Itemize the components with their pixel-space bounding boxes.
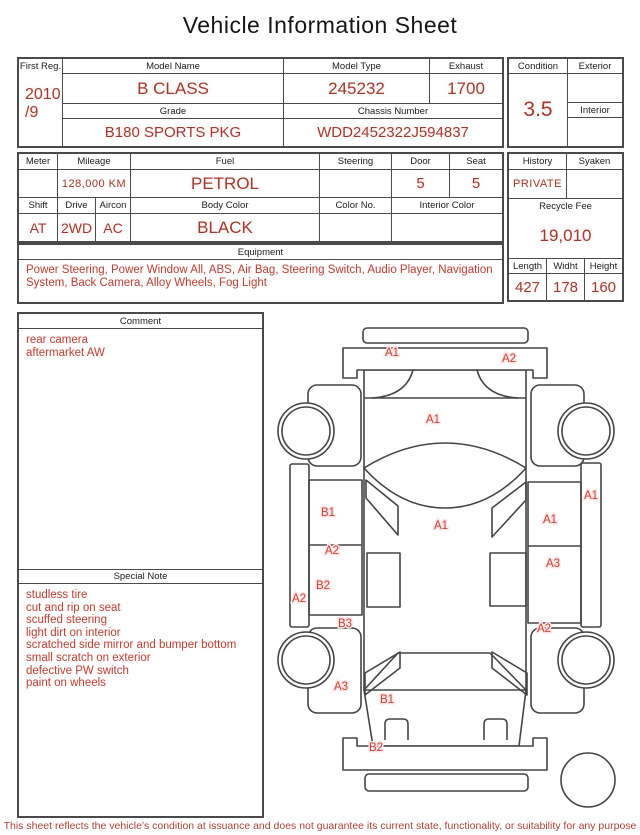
spec-table bbox=[17, 152, 504, 243]
model-type-value: 245232 bbox=[284, 74, 430, 104]
seat-value: 5 bbox=[450, 170, 502, 198]
meter-value bbox=[19, 170, 58, 198]
aircon-label: Aircon bbox=[96, 198, 131, 214]
door-value: 5 bbox=[392, 170, 450, 198]
exhaust-value: 1700 bbox=[430, 74, 502, 104]
model-name-label: Model Name bbox=[63, 59, 284, 74]
condition-value: 3.5 bbox=[509, 74, 568, 146]
comment-box bbox=[17, 312, 264, 818]
special-note-line: cut and rip on seat bbox=[26, 601, 121, 614]
model-type-label: Model Type bbox=[284, 59, 430, 74]
comment-label: Comment bbox=[19, 314, 262, 329]
special-note-line: paint on wheels bbox=[26, 677, 106, 690]
car-damage-diagram bbox=[268, 310, 640, 815]
right-sill bbox=[581, 463, 601, 627]
condition-label: Condition bbox=[509, 59, 568, 74]
equipment-box bbox=[17, 243, 504, 304]
special-note-label: Special Note bbox=[19, 569, 262, 584]
damage-label: A3 bbox=[333, 681, 349, 693]
spare-tire bbox=[561, 753, 615, 807]
shift-value: AT bbox=[19, 214, 58, 241]
special-note-line: small scratch on exterior bbox=[26, 651, 151, 664]
meter-label: Meter bbox=[19, 154, 58, 170]
interior-color-label: Interior Color bbox=[392, 198, 502, 214]
height-label: Height bbox=[585, 259, 622, 274]
syaken-value bbox=[567, 170, 622, 199]
drive-value: 2WD bbox=[58, 214, 96, 241]
model-name-value: B CLASS bbox=[63, 74, 284, 104]
special-note-line: light dirt on interior bbox=[26, 626, 121, 639]
equipment-label: Equipment bbox=[19, 245, 502, 260]
exterior-value bbox=[568, 74, 622, 103]
special-note-text bbox=[19, 584, 262, 809]
steering-value bbox=[320, 170, 392, 198]
first-reg-label: First Reg. bbox=[19, 61, 62, 72]
damage-label: A2 bbox=[291, 593, 307, 605]
condition-box bbox=[507, 57, 624, 148]
history-value: PRIVATE bbox=[509, 170, 567, 199]
exhaust-label: Exhaust bbox=[430, 59, 502, 74]
recycle-fee-label: Recycle Fee bbox=[539, 201, 592, 212]
damage-label: A1 bbox=[542, 514, 558, 526]
interior-label: Interior bbox=[568, 103, 622, 118]
seat-label: Seat bbox=[450, 154, 502, 170]
rear-bumper-strip bbox=[365, 774, 528, 791]
first-reg-cell bbox=[19, 59, 63, 146]
disclaimer-text: This sheet reflects the vehicle's condition at issuance and does not guarantee its current state, functionality, or suitability for any purpose bbox=[3, 820, 637, 832]
width-value: 178 bbox=[547, 274, 585, 300]
damage-label: A1 bbox=[583, 490, 599, 502]
damage-label: B2 bbox=[315, 580, 331, 592]
door-label: Door bbox=[392, 154, 450, 170]
vehicle-info-table bbox=[17, 57, 504, 148]
special-note-line: scuffed steering bbox=[26, 614, 107, 627]
damage-label: A1 bbox=[425, 414, 441, 426]
fuel-value: PETROL bbox=[131, 170, 320, 198]
front-bumper-strip bbox=[363, 328, 528, 343]
comment-line: rear camera bbox=[26, 334, 88, 346]
damage-label: B1 bbox=[320, 507, 336, 519]
history-box bbox=[507, 152, 624, 302]
mileage-value: 128,000 KM bbox=[58, 170, 131, 198]
damage-label: A3 bbox=[545, 558, 561, 570]
comment-line: aftermarket AW bbox=[26, 346, 105, 359]
equipment-text: Power Steering, Power Window All, ABS, Air Bag, Steering Switch, Audio Player, Navigation System, Back Camera, Alloy Wheels, Fog Light bbox=[26, 264, 493, 289]
chassis-number-label: Chassis Number bbox=[284, 104, 502, 119]
height-value: 160 bbox=[590, 278, 617, 296]
length-value: 427 bbox=[509, 274, 547, 300]
fuel-label: Fuel bbox=[131, 154, 320, 170]
recycle-fee-value: 19,010 bbox=[509, 214, 622, 259]
first-reg-month: /9 bbox=[25, 104, 39, 121]
page-title: Vehicle Information Sheet bbox=[182, 12, 458, 38]
damage-label: B2 bbox=[368, 742, 384, 754]
shift-label: Shift bbox=[19, 198, 58, 214]
mileage-label: Mileage bbox=[58, 154, 131, 170]
chassis-number-value: WDD2452322J594837 bbox=[317, 124, 469, 141]
interior-value bbox=[568, 118, 622, 146]
special-note-line: studless tire bbox=[26, 589, 88, 601]
aircon-value: AC bbox=[96, 214, 131, 241]
damage-label: A1 bbox=[384, 347, 400, 359]
special-note-line: defective PW switch bbox=[26, 664, 129, 677]
grade-label: Grade bbox=[63, 104, 284, 119]
steering-label: Steering bbox=[320, 154, 392, 170]
damage-label: A1 bbox=[433, 520, 449, 532]
syaken-label: Syaken bbox=[567, 154, 622, 170]
damage-label: A2 bbox=[501, 353, 517, 365]
drive-label: Drive bbox=[58, 198, 96, 214]
special-note-line: scratched side mirror and bumper bottom bbox=[26, 639, 237, 652]
body-color-label: Body Color bbox=[131, 198, 320, 214]
damage-label: A2 bbox=[324, 545, 340, 557]
grade-value: B180 SPORTS PKG bbox=[63, 119, 284, 146]
first-reg-year: 2010 bbox=[25, 86, 61, 103]
damage-label: B1 bbox=[379, 694, 395, 706]
exterior-label: Exterior bbox=[568, 59, 622, 74]
damage-label: B3 bbox=[337, 618, 353, 630]
history-label: History bbox=[509, 154, 567, 170]
body-color-value: BLACK bbox=[131, 214, 320, 241]
color-no-label: Color No. bbox=[320, 198, 392, 214]
comment-text bbox=[19, 329, 262, 559]
length-label: Length bbox=[509, 259, 547, 274]
interior-color-value bbox=[392, 214, 502, 241]
width-label: Widht bbox=[547, 259, 585, 274]
right-doors bbox=[528, 482, 581, 623]
damage-label: A2 bbox=[536, 623, 552, 635]
color-no-value bbox=[320, 214, 392, 241]
